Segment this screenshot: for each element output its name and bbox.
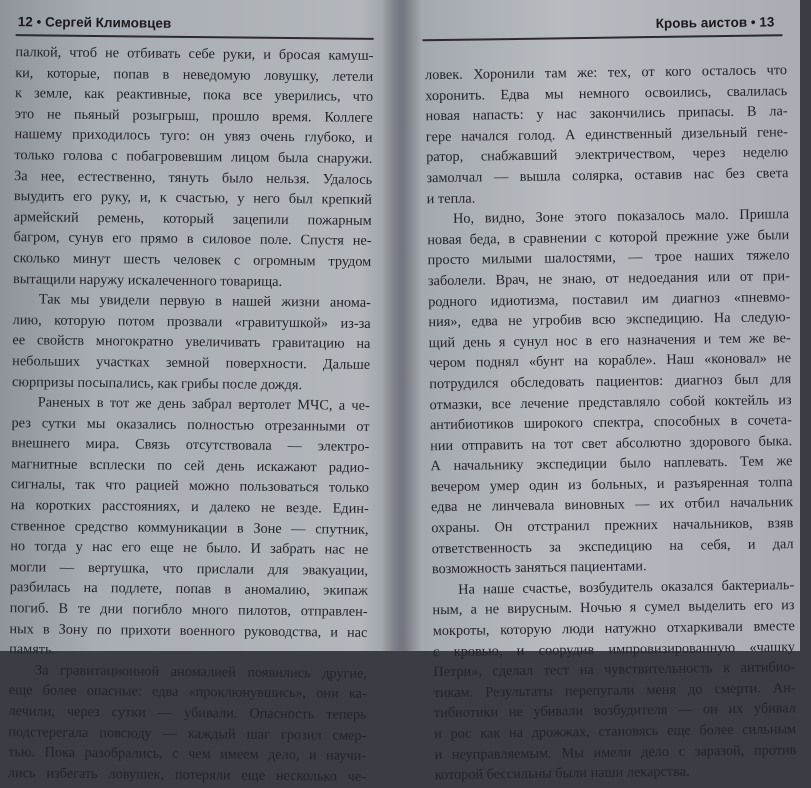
text-line: это не пьяный розыгрыш, прошло время. Коллеге <box>14 105 373 126</box>
text-line: багром, сунув его прямо в силовое поле. Спустя не- <box>13 229 372 250</box>
text-line: ственное средство коммуникации в Зоне — спутник, <box>10 517 369 538</box>
text-line: Петри», сделал тест на чувствительность к антибио- <box>433 659 796 681</box>
right-page-text <box>425 60 797 786</box>
text-line: только голова с побагровевшим лицом была снаружи. <box>14 147 373 167</box>
text-line: охраны. Он отстранил прежних начальников, взяв <box>431 515 794 537</box>
text-line: ее свойств многократно увеличивать гравитацию на <box>12 332 371 353</box>
text-line: лечили, через сутки — убивали. Опасность теперь <box>8 703 367 723</box>
text-line: и рос как на дрожжах, становясь еще более сильным <box>434 721 797 743</box>
text-line: которой бессильны были наши лекарства. <box>434 763 690 784</box>
text-line: нашему приходилось туго: он увяз очень глубоко, и <box>14 126 373 147</box>
text-line: антибиотиков широкого спектра, способных в сочета- <box>429 412 792 434</box>
text-line: нии отправить на тот свет абсолютно здорового быка. <box>430 432 793 454</box>
text-line: ратор, снабжавший электричеством, через неделю <box>426 144 789 166</box>
text-line: тикам. Результаты перепугали меня до смерти. Ан- <box>433 679 796 701</box>
text-line: разбилась на подлете, попав в аномалию, экипаж <box>9 579 368 600</box>
text-line: армейский ремень, который зацепили пожарным <box>13 208 372 229</box>
text-line: щий день я сунул нос в его назначения и тем же ве- <box>428 329 791 351</box>
text-line: выудить его руку, и, к счастью, у него был крепкий <box>13 188 373 209</box>
text-line: на коротких расстояниях, и далеко не везде. Един- <box>10 497 369 517</box>
text-line: к земле, как реактивные, пока все уверились, что <box>14 85 374 106</box>
text-line: едва не линчевала виновных — их отбил начальник <box>430 494 794 516</box>
text-line: палкой, чтоб не отбивать себе руки, и бросая камуш- <box>15 44 374 64</box>
text-line: сигналы, так что рацией можно пользоваться только <box>10 476 369 497</box>
text-line: новая беда, в сравнении с которой прежние уже были <box>427 226 790 248</box>
left-header-rule <box>16 34 374 39</box>
left-running-head: 12 • Сергей Климовцев <box>17 14 172 31</box>
text-line: лию, которую потом прозвали «гравитушкой» из-за <box>12 311 371 332</box>
right-running-head: Кровь аистов • 13 <box>655 14 775 32</box>
text-line: рез сутки мы оказались полностью отрезанными от <box>11 414 370 435</box>
text-line: заболели. Врач, не знаю, от недоедания или от при- <box>427 268 790 290</box>
text-line: хоронить. Едва мы немного освоились, свалилась <box>425 82 788 104</box>
text-line: сюрпризы посыпались, как грибы после дождя. <box>11 373 303 393</box>
text-line: возможность заняться пациентами. <box>431 558 647 578</box>
text-line: А начальнику экспедиции было наплевать. Тем же <box>430 453 793 475</box>
text-line: тью. Пока разобрались, с чем имеем дело, и научи- <box>8 744 367 765</box>
text-line: память. <box>9 641 56 658</box>
text-line: За нее, естественно, тянуть было нельзя. Удалось <box>14 167 373 188</box>
text-line: еще более опасные: едва «проклюнувшись», они ка- <box>8 682 367 703</box>
right-header-rule <box>423 34 783 41</box>
text-line: За гравитационной аномалией появились другие, <box>34 662 368 682</box>
right-page <box>402 0 809 784</box>
text-line: тибиотики не убивали возбудителя — он их убивал <box>433 700 797 722</box>
text-line: Раненых в тот же день забрал вертолет МЧС, а че- <box>37 394 370 414</box>
text-line: потрудился обследовать пациентов: диагноз был для <box>429 371 792 393</box>
text-line: родного идиотизма, поставил им диагноз «пневмо- <box>428 288 791 310</box>
left-page-text <box>8 42 374 787</box>
text-line: ния», едва не угробив всю экспедицию. На следую- <box>428 309 791 331</box>
text-line: мокроты, которую люди натужно отхаркивали вместе <box>432 618 795 640</box>
text-line: чером поднял «бунт на корабле». Наш «коновал» не <box>428 350 792 372</box>
text-line: Так мы увидели первую в нашей жизни анома- <box>38 291 371 312</box>
text-line: лись избегать ловушек, потеряли еще несколько че- <box>7 764 366 785</box>
text-line: вытащили наружу искалеченного товарища. <box>12 270 283 290</box>
text-line: но тогда у нас его еще не было. И забрать нас не <box>10 538 369 559</box>
left-page <box>0 0 400 785</box>
text-line: небольших участках земной поверхности. Дальше <box>12 353 371 373</box>
text-line: гере начался голод. А единственный дизельный гене- <box>425 123 788 146</box>
text-line: и неуправляемым. Мы имели дело с заразой, против <box>434 741 797 763</box>
text-line: ки, которые, попав в неведомую ловушку, летели <box>15 64 374 85</box>
text-line: ответственность за экспедицию на себя, и дал <box>431 535 794 557</box>
text-line: с кровью, и соорудив импровизированную «чашку <box>432 638 796 660</box>
text-line: Но, видно, Зоне этого показалось мало. Пришла <box>452 206 790 228</box>
text-line: отмазки, все лечение представляло собой коктейль из <box>429 391 792 413</box>
text-line: ных в Зону по прихоти военного руководства, и нас <box>9 620 368 641</box>
text-line: На наше счастье, возбудитель оказался бактериаль- <box>458 576 795 598</box>
text-line: погиб. В те дни погибло много пилотов, отправлен- <box>9 600 368 620</box>
text-line: и тепла. <box>426 190 476 207</box>
text-line: замолчал — вышла солярка, оставив нас без света <box>426 165 789 187</box>
text-line: ловек. Хоронили там же: тех, от кого осталось что <box>424 62 788 84</box>
text-line: вечером умер один из больных, и разъяренная толпа <box>430 474 793 496</box>
text-line: новая напасть: у нас закончились припасы. В ла- <box>425 103 788 125</box>
text-line: внешнего мира. Связь отсутствовала — электро- <box>11 435 370 456</box>
text-line: подстерегала повсюду — каждый шаг грозил смер- <box>8 723 367 744</box>
text-line: могли — вертушка, что прислали для эвакуации, <box>9 558 369 579</box>
text-line: магнитные всплески по сей день искажают радио- <box>11 456 370 476</box>
text-line: сколько минут шесть человек с огромным трудом <box>13 250 372 270</box>
text-line: ным, а не вирусным. Ночью я сумел выделить его из <box>432 597 795 619</box>
text-line: просто милыми шалостями, — трое наших тяжело <box>427 247 790 269</box>
